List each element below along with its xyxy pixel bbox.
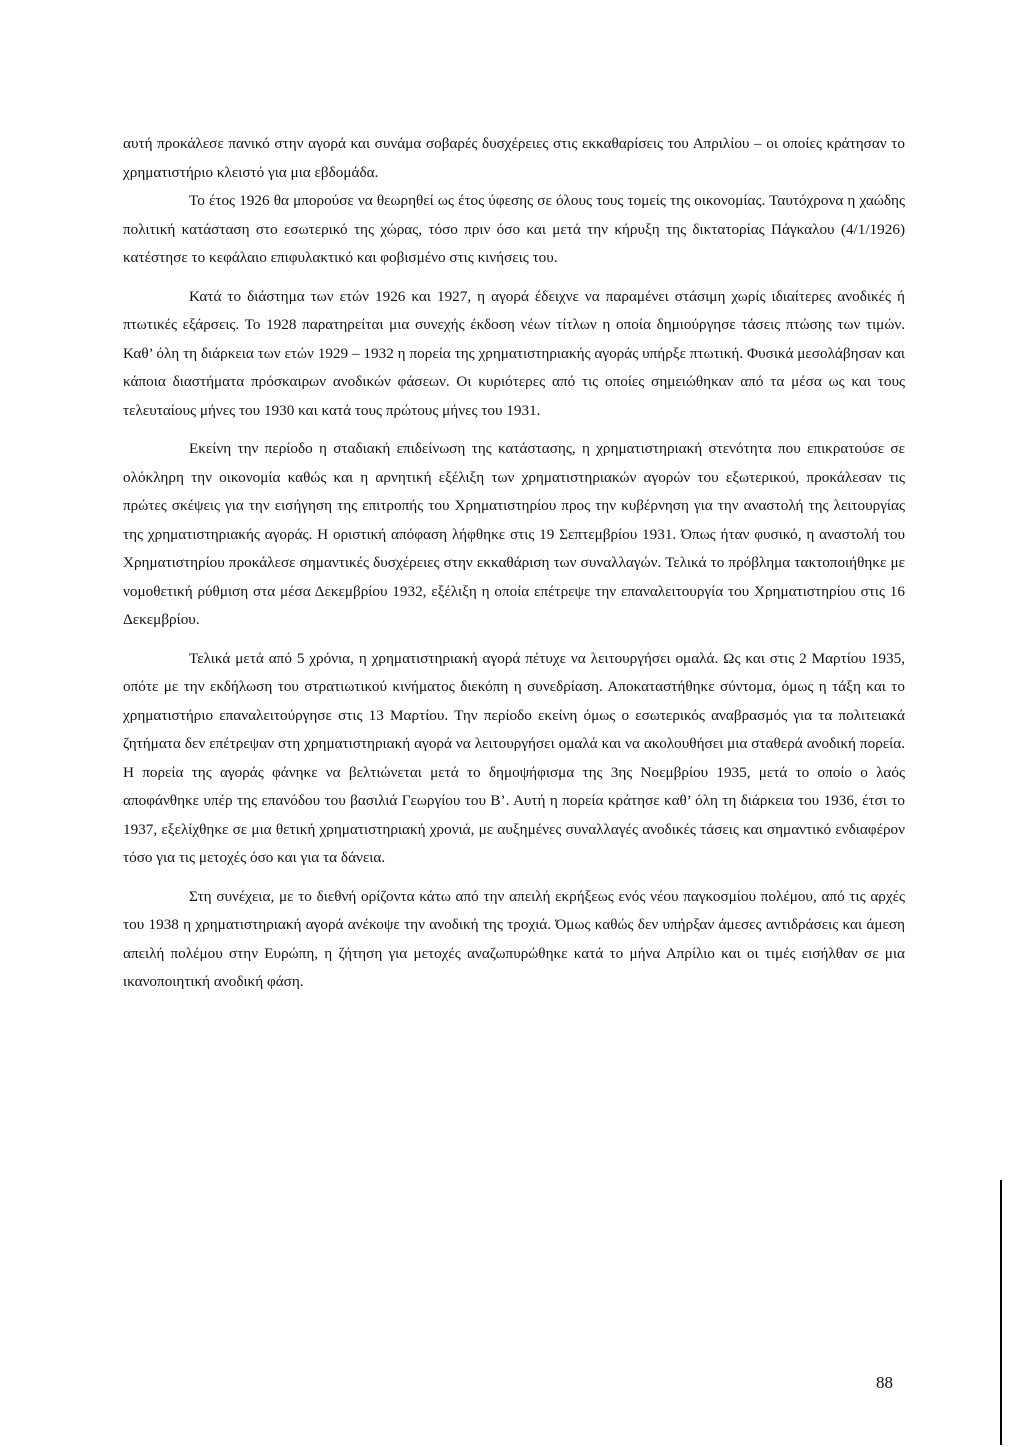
paragraph-2: Το έτος 1926 θα μπορούσε να θεωρηθεί ως έτος ύφεσης σε όλους τους τομείς της οικονομίας. Ταυτόχρονα η χαώδης πολιτική κατάσταση στο εσωτερικό της χώρας, τόσο πριν όσο και μετά την κήρυξη της δικτατορίας Πάγκαλου (4/1/1926) κατέστησε το κεφάλαιο επιφυλακτικό και φοβισμένο στις κινήσεις του. [123, 192, 905, 266]
margin-rule [1000, 1180, 1002, 1445]
paragraph-4: Εκείνη την περίοδο η σταδιακή επιδείνωση της κατάστασης, η χρηματιστηριακή στενότητα που επικρατούσε σε ολόκληρη την οικονομία καθώς και η αρνητική εξέλιξη των χρηματιστηριακών αγορών του εξωτερικού, προκάλεσαν τις πρώτες σκέψεις για την εισήγηση της επιτροπής του Χρηματιστηρίου προς την κυβέρνηση για την αναστολή της λειτουργίας της χρηματιστηριακής αγοράς. Η οριστική απόφαση λήφθηκε στις 19 Σεπτεμβρίου 1931. Όπως ήταν φυσικό, η αναστολή του Χρηματιστηρίου προκάλεσε σημαντικές δυσχέρειες στην εκκαθάριση των συναλλαγών. Τελικά το πρόβλημα τακτοποιήθηκε με νομοθετική ρύθμιση στα μέσα Δεκεμβρίου 1932, εξέλιξη η οποία επέτρεψε την επαναλειτουργία του Χρηματιστηρίου στις 16 Δεκεμβρίου. [123, 440, 905, 628]
paragraph-6: Στη συνέχεια, με το διεθνή ορίζοντα κάτω από την απειλή εκρήξεως ενός νέου παγκοσμίου πολέμου, από τις αρχές του 1938 η χρηματιστηριακή αγορά ανέκοψε την ανοδική της τροχιά. Όμως καθώς δεν υπήρξαν άμεσες αντιδράσεις και άμεση απειλή πολέμου στην Ευρώπη, η ζήτηση για μετοχές αναζωπυρώθηκε κατά το μήνα Απρίλιο και οι τιμές εισήλθαν σε μια ικανοποιητική ανοδική φάση. [123, 887, 905, 990]
paragraph-3: Κατά το διάστημα των ετών 1926 και 1927, η αγορά έδειχνε να παραμένει στάσιμη χωρίς ιδιαίτερες ανοδικές ή πτωτικές εξάρσεις. Το 1928 παρατηρείται μια συνεχής έκδοση νέων τίτλων η οποία δημιούργησε τάσεις πτώσης των τιμών. Καθ’ όλη τη διάρκεια των ετών 1929 – 1932 η πορεία της χρηματιστηριακής αγοράς υπήρξε πτωτική. Φυσικά μεσολάβησαν και κάποια διαστήματα πρόσκαιρων ανοδικών φάσεων. Οι κυριότερες από τις οποίες σημειώθηκαν από τα μέσα ως και τους τελευταίους μήνες του 1930 και κατά τους πρώτους μήνες του 1931. [123, 287, 905, 419]
paragraph-1: αυτή προκάλεσε πανικό στην αγορά και συνάμα σοβαρές δυσχέρειες στις εκκαθαρίσεις του Απριλίου – οι οποίες κράτησαν το χρηματιστήριο κλειστό για μια εβδομάδα. [123, 135, 905, 181]
body-text [123, 130, 905, 997]
paragraph-5: Τελικά μετά από 5 χρόνια, η χρηματιστηριακή αγορά πέτυχε να λειτουργήσει ομαλά. Ως και στις 2 Μαρτίου 1935, οπότε με την εκδήλωση του στρατιωτικού κινήματος διεκόπη η συνεδρίαση. Αποκαταστήθηκε σύντομα, όμως η τάξη και το χρηματιστήριο επαναλειτούργησε στις 13 Μαρτίου. Την περίοδο εκείνη όμως ο εσωτερικός αναβρασμός για τα πολιτειακά ζητήματα δεν επέτρεψαν στη χρηματιστηριακή αγορά να λειτουργήσει ομαλά και να ακολουθήσει μια σταθερά ανοδική πορεία. Η πορεία της αγοράς φάνηκε να βελτιώνεται μετά το δημοψήφισμα της 3ης Νοεμβρίου 1935, μετά το οποίο ο λαός αποφάνθηκε υπέρ της επανόδου του βασιλιά Γεωργίου του Β’. Αυτή η πορεία κράτησε καθ’ όλη τη διάρκεια του 1936, έτσι το 1937, εξελίχθηκε σε μια θετική χρηματιστηριακή χρονιά, με αυξημένες συναλλαγές ανοδικές τάσεις και σημαντικό ενδιαφέρον τόσο για τις μετοχές όσο και για τα δάνεια. [123, 649, 905, 866]
page-number: 88 [876, 1373, 893, 1392]
